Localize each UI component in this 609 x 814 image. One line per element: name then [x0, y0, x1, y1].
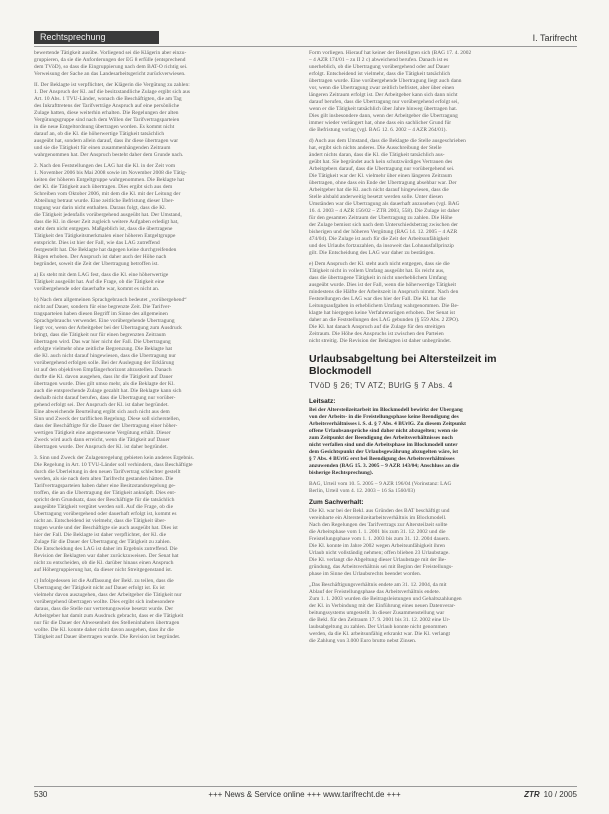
text-line: in die neue Entgeltordnung übertragen worden. Es kommt nicht	[34, 124, 175, 130]
text-line: Revision der Beklagten war daher zurückzuweisen. Der Senat hat	[34, 553, 179, 559]
text-line: anzuwenden (BAG 15. 3. 2005 – 9 AZR 143/04; Anschluss an die	[309, 463, 460, 469]
facts-heading: Zum Sachverhalt:	[309, 499, 364, 506]
text-line: und des Urlaubs fortzuzahlen, da insoweit das Lohnausfallprinzip	[309, 243, 454, 249]
text-line: ausgeübt hat, sondern allein darauf, dass ihr diese übertragen war	[34, 138, 179, 144]
text-line: längeren Zeitraum erfolgt ist. Der Arbeitgeber kann sich dann nicht	[309, 92, 458, 98]
text-line: Berlin, Urteil vom 4. 12. 2003 – 16 Sa 1560/03)	[309, 488, 415, 494]
text-line: vorübergehend erfolgen solle. Bei der Auslegung der Erklärung	[34, 360, 175, 366]
text-line: übertragen, ohne dass ein Ende der Übertragung absehbar war. Der	[309, 180, 457, 186]
text-line: die Tätigkeit jedenfalls vorübergehend ausgeübt hat. Der Umstand,	[34, 212, 182, 218]
text-line: Die Kl. hat danach Anspruch auf die Zulage für den streitigen	[309, 324, 446, 330]
paragraph	[34, 455, 304, 574]
text-line: troffen, die an die Übertragung der Tätigkeit anknüpft. Dies ent-	[34, 490, 176, 496]
text-line: übertragen wird. Das war hier nicht der Fall. Die Übertragung	[34, 339, 171, 345]
statute-reference: TVöD § 26; TV ATZ; BUrlG § 7 Abs. 4	[309, 381, 453, 390]
text-line: Art. 10 Abs. 1 TVÜ-Länder, wonach die Beschäftigten, die am Tag	[34, 96, 182, 102]
text-line: Arbeitgeber hat die Kl. auch nicht darauf hingewiesen, dass die	[309, 187, 449, 193]
text-line: Die Kl. verlangt die Abgeltung dieser Urlaubstage mit der Be-	[309, 557, 447, 563]
section-title-line: Blockmodell	[309, 365, 372, 377]
text-line: klagte hat hiergegen keine Verfahrensrügen erhoben. Der Senat ist	[309, 310, 455, 316]
text-line: übertragen wurde. Der Anspruch der Kl. ist daher begründet.	[34, 444, 168, 450]
text-line: festgestellt hat. Die Beklagte hat dagegen keine durchgreifenden	[34, 247, 177, 253]
text-line: gruppieren, da sie die Anforderungen der EG 8 erfülle (entsprechend	[34, 57, 186, 63]
text-line: Schreiben vom Oktober 2006, mit dem die Kl. mit der Leitung der	[34, 191, 181, 197]
text-line: – 4 AZR 174/01 – zu II 2 c) abweichend berufen. Danach ist es	[309, 57, 449, 63]
text-line: Sprachgebrauchs verwendet. Eine vorübergehende Übertragung	[34, 318, 175, 324]
text-line: laubsabgeltung zu zahlen. Der Urlaub konnte nicht genommen	[309, 624, 447, 630]
text-line: II. Der Beklagte ist verpflichtet, der Klägerin die Vergütung zu zahlen:	[34, 82, 190, 88]
text-line: gehend erfolgt sei. Der Anspruch der Kl. ist daher begründet.	[34, 402, 169, 408]
text-line: ändert nichts daran, dass die Kl. die Tätigkeit tatsächlich aus-	[309, 152, 445, 158]
text-line: nicht streitig. Die Revision der Beklagten ist daher unbegründet.	[309, 338, 452, 344]
text-line: die Zahlung von 3.000 Euro brutto nebst Zinsen.	[309, 638, 417, 644]
section-label: I. Tarifrecht	[532, 33, 577, 43]
text-line: Abteilung betraut wurde. Eine zeitliche Befristung dieser Über-	[34, 198, 175, 204]
footer-rule	[34, 786, 577, 787]
text-line: tragung war darin nicht enthalten. Daraus folgt, dass die Kl.	[34, 205, 167, 211]
text-line: gilt. Die Entscheidung des LAG war daher zu bestätigen.	[309, 250, 435, 256]
text-line: ausgeübte Tätigkeit vergütet werden soll. Auf die Frage, ob die	[34, 504, 174, 510]
text-line: Tätigkeit ausgeübt hat. Auf die Frage, ob die Tätigkeit eine	[34, 279, 165, 285]
text-line: gründung, das Arbeitsverhältnis sei mit Beginn der Freistellungs-	[309, 564, 453, 570]
text-line: steht dem nicht entgegen. Maßgeblich ist, dass die übertragene	[34, 226, 173, 232]
page-number: 530	[34, 790, 48, 799]
guiding-principle-heading: Leitsatz:	[309, 398, 336, 405]
text-line: 1. November 2006 bis Mai 2008 sowie im November 2008 die Tätig-	[34, 170, 187, 176]
paragraph	[34, 297, 304, 451]
text-line: bisherige Rechtsprechung).	[309, 470, 374, 476]
text-line: Übertragung der Tätigkeit nicht auf Dauer erfolgt ist. Es ist	[34, 585, 165, 591]
text-line: Vergütungsgruppe sind nach dem Willen der Tarifvertragsparteien	[34, 117, 180, 123]
text-line: unerheblich, ob die Übertragung vorübergehend oder auf Dauer	[309, 64, 450, 70]
text-line: phase im Sinne des Urlaubsrechts beendet worden.	[309, 571, 422, 577]
text-line: die Kl. auch nicht darauf hingewiesen, dass die Übertragung nur	[34, 353, 176, 359]
text-line: tragsparteien haben diesen Begriff im Sinne des allgemeinen	[34, 311, 168, 317]
text-line: Zeitraum. Die Höhe des Anspruchs ist zwischen den Parteien	[309, 331, 444, 337]
text-line: Arbeitsverhältnisses i. S. d. § 7 Abs. 4 BUrlG. Zu diesem Zeitpunkt	[309, 421, 467, 427]
text-line: spricht dem Grundsatz, dass der Beschäftigte für die tatsächlich	[34, 497, 175, 503]
court-citation	[309, 481, 579, 495]
text-line: 3. Sinn und Zweck der Zulagenregelung gebieten kein anderes Ergebnis.	[34, 455, 195, 461]
text-line: darauf an, ob die Kl. die höherwertige Tätigkeit tatsächlich	[34, 131, 165, 137]
text-line: wahrgenommen hat. Der Anspruch besteht daher dem Grunde nach.	[34, 152, 184, 158]
text-line: darauf berufen, dass die Übertragung nur vorübergehend erfolgt sei,	[309, 99, 459, 105]
text-line: immer wieder verlängert hat, ohne dass ein sachlicher Grund für	[309, 120, 452, 126]
text-line: auch die entsprechende Zulage gezahlt hat. Die Beklagte kann sich	[34, 388, 182, 394]
text-line: offene Urlaubsansprüche sind daher nicht abzugelten; wenn sie	[309, 428, 458, 434]
text-line: nicht an. Entscheidend ist vielmehr, dass die Tätigkeit über-	[34, 518, 166, 524]
text-line: nicht zu entscheiden, ob die Kl. darüber hinaus einen Anspruch	[34, 560, 174, 566]
text-line: von der Arbeits- in die Freistellungsphase keine Beendigung des	[309, 414, 459, 420]
paragraph	[309, 138, 579, 257]
text-line: Tätigkeit auf Dauer übertragen wurde. Die Revision ist begründet.	[34, 634, 181, 640]
text-line: b) Nach dem allgemeinen Sprachgebrauch bedeutet „vorübergehend“	[34, 297, 187, 303]
text-line: Die Entscheidung des LAG ist daher im Ergebnis zutreffend. Die	[34, 546, 178, 552]
footer-promo: +++ News & Service online +++ www.tarifrecht.de +++	[208, 790, 401, 799]
text-line: 16. 4. 2003 – 4 AZR 156/02 – ZTR 2003, 558). Die Zulage ist daher	[309, 208, 460, 214]
text-line: die Arbeitsphase vom 1. 1. 2001 bis zum 31. 12. 2002 und die	[309, 529, 446, 535]
text-line: e) Dem Anspruch der Kl. steht auch nicht entgegen, dass sie die	[309, 261, 450, 267]
text-line: Arbeitgeber hat damit zum Ausdruck gebracht, dass er die Tätigkeit	[34, 613, 184, 619]
text-line: bisherigen und der höheren Vergütung (BAG 14. 12. 2005 – 4 AZR	[309, 229, 458, 235]
text-line: die Befristung vorlag (vgl. BAG 12. 6. 2002 – 4 AZR 264/01).	[309, 127, 447, 133]
text-line: Leitungsaufgaben in erheblichem Umfang wahrgenommen. Die Be-	[309, 303, 459, 309]
text-line: hier der Fall. Die Beklagte ist daher verpflichtet, der Kl. die	[34, 532, 167, 538]
facts-continuation	[309, 582, 579, 645]
text-line: dass die Kl. in dieser Zeit zugleich weitere Aufgaben erledigt hat,	[34, 219, 179, 225]
text-line: Bei der Altersteilzeitarbeit im Blockmodell bewirkt der Übergang	[309, 407, 463, 413]
text-line: Tätigkeit nicht in vollem Umfang ausgeübt hat. Es reicht aus,	[309, 268, 445, 274]
text-line: erfolgte vielmehr ohne zeitliche Begrenzung. Die Beklagte hat	[34, 346, 173, 352]
text-line: bringt, dass die Tätigkeit nur für einen begrenzten Zeitraum	[34, 332, 166, 338]
text-line: und sie die Tätigkeit für einen zusammenhängenden Zeitraum	[34, 145, 171, 151]
journal-logo: ZTR	[524, 790, 540, 799]
text-line: beitungssystems umgestellt. In dieser Zusammenstellung war	[309, 610, 445, 616]
text-line: Nach den Regelungen des Tarifvertrags zur Altersteilzeit sollte	[309, 522, 448, 528]
text-line: übertragen wurde. Eine vorübergehende Übertragung liegt auch dann	[309, 78, 462, 84]
paragraph	[309, 50, 579, 134]
facts-text	[309, 508, 579, 578]
text-line: nicht auf Dauer, sondern für eine begrenzte Zeit. Die Tarifver-	[34, 304, 172, 310]
text-line: erfolgt. Entscheidend ist vielmehr, dass die Tätigkeit tatsächlich	[309, 71, 451, 77]
text-line: Zulage hatten, diese weiterhin erhalten. Die Regelungen der alten	[34, 110, 179, 116]
text-line: Die Kl. war bei der Bekl. aus Gründen des BAT beschäftigt und	[309, 508, 450, 514]
text-line: Tarifvertragsparteien haben daher eine Besitzstandsregelung ge-	[34, 483, 176, 489]
text-line: zum Zeitpunkt der Beendigung des Arbeitsverhältnisses noch	[309, 435, 453, 441]
text-line: nicht verfallen sind und die Arbeitsphase im Blockmodell unter	[309, 442, 458, 448]
text-line: hat, ergibt sich nichts anderes. Die Ausschreibung der Stelle	[309, 145, 442, 151]
issue-number: 10 / 2005	[543, 790, 577, 799]
right-column	[309, 50, 579, 775]
text-line: werden, als sie nach dem alten Tarifrecht gestanden hätten. Die	[34, 476, 174, 482]
text-line: 1. Der Anspruch der Kl. auf die besitzstandliche Zulage ergibt sich aus	[34, 89, 190, 95]
text-line: daher an die Feststellungen des LAG gebunden (§ 559 Abs. 2 ZPO).	[309, 317, 460, 323]
paragraph	[34, 50, 304, 78]
text-line: Eine abweichende Beurteilung ergibt sich auch nicht aus dem	[34, 409, 170, 415]
paragraph	[34, 82, 304, 159]
text-line: nur für die Dauer der Abwesenheit des Stelleninhabers übertragen	[34, 620, 180, 626]
text-line: 474/04). Die Zulage ist auch für die Zeit der Arbeitsunfähigkeit	[309, 236, 450, 242]
text-line: wollte. Die Kl. konnte daher nicht davon ausgehen, dass ihr die	[34, 627, 174, 633]
text-line: Die Tätigkeit war der Kl. vielmehr über einen längeren Zeitraum	[309, 173, 452, 179]
text-line: Arbeitgebers darauf, dass die Übertragung nur vorübergehend sei.	[309, 166, 455, 172]
rubric-label: Rechtsprechung	[34, 31, 159, 44]
text-line: dass der Beschäftigte für die Dauer der Übertragung einer höher-	[34, 423, 178, 429]
text-line: die Bekl. für den Zeitraum 17. 9. 2001 bis 31. 12. 2002 eine Ur-	[309, 617, 451, 623]
text-line: Stelle alsbald anderweitig besetzt werden solle. Unter diesen	[309, 194, 443, 200]
text-line: Rügen erhoben. Der Anspruch ist daher auch der Höhe nach	[34, 254, 167, 260]
text-line: ausgeübt wurde. Dies ist der Fall, wenn die höherwertige Tätigkeit	[309, 282, 457, 288]
text-line: „Das Beschäftigungsverhältnis endete am 31. 12. 2004, da mit	[309, 582, 447, 588]
text-line: Verweisung der Sache an das Landesarbeitsgericht zurückverwiesen.	[34, 71, 186, 77]
text-line: entspricht. Dies ist hier der Fall, wie das LAG zutreffend	[34, 240, 160, 246]
text-line: tragen wurde und der Beschäftigte sie auch ausgeübt hat. Dies ist	[34, 525, 178, 531]
text-line: d) Auch aus dem Umstand, dass die Beklagte die Stelle ausgeschrieben	[309, 138, 466, 144]
text-line: begründet, soweit die Zeit der Übertragung betroffen ist.	[34, 261, 159, 267]
paragraph	[34, 272, 304, 293]
text-line: ist auf den objektiven Empfängerhorizont abzustellen. Danach	[34, 367, 172, 373]
text-line: vor, wenn die Übertragung zwar zeitlich befristet, aber über einen	[309, 85, 455, 91]
text-line: Die Kl. konnte im Jahre 2002 wegen Arbeitsunfähigkeit ihren	[309, 543, 446, 549]
text-line: vereinbarte ein Altersteilzeitarbeitsverhältnis im Blockmodell.	[309, 515, 447, 521]
text-line: Übertragung vorübergehend oder dauerhaft erfolgt ist, kommt es	[34, 511, 177, 517]
text-line: vorübergehend übertragen wollte. Dies ergibt sich insbesondere	[34, 599, 175, 605]
text-line: Zweck wird auch dann erreicht, wenn die Tätigkeit auf Dauer	[34, 437, 170, 443]
left-column	[34, 50, 304, 775]
text-line: des Inkrafttretens der Tarifverträge Anspruch auf eine persönliche	[34, 103, 180, 109]
text-line: für den gesamten Zeitraum der Übertragung zu zahlen. Die Höhe	[309, 215, 453, 221]
paragraph	[309, 261, 579, 345]
text-line: Tätigkeit den Tätigkeitsmerkmalen einer höheren Entgeltgruppe	[34, 233, 176, 239]
text-line: Urlaub nicht vollständig nehmen; offen blieben 23 Urlaubstage.	[309, 550, 450, 556]
text-line: Form vorliegen. Hierauf hat keiner der Beteiligten sich (BAG 17. 4. 2002	[309, 50, 472, 56]
text-line: Feststellungen des LAG war dies hier der Fall. Die Kl. hat die	[309, 296, 446, 302]
text-line: dass die übertragene Tätigkeit in nicht unerheblichem Umfang	[309, 275, 447, 281]
journal-issue	[524, 790, 577, 799]
text-line: a) Es steht mit dem LAG fest, dass die Kl. eine höherwertige	[34, 272, 169, 278]
text-line: vorübergehende oder dauerhafte war, kommt es nicht an.	[34, 286, 160, 292]
text-line: c) Infolgedessen ist die Auffassung der Bekl. zu teilen, dass die	[34, 578, 174, 584]
text-line: dem Gesichtspunkt der Urlaubsgewährung abzugelten wäre, ist	[309, 449, 459, 455]
text-line: der Kl. die Tätigkeit auch übertragen. Dies ergibt sich aus dem	[34, 184, 173, 190]
text-line: wenn er die Tätigkeit tatsächlich über Jahre hinweg übertragen hat.	[309, 106, 458, 112]
text-line: werden, da die Kl. arbeitsunfähig erkrankt war. Die Kl. verlangt	[309, 631, 451, 637]
text-line: Zum 1. 1. 2003 wurden die Beitragsleistungen und Gehaltszahlungen	[309, 596, 462, 602]
text-line: wertigen Tätigkeit eine angemessene Vergütung erhält. Dieser	[34, 430, 171, 436]
text-line: auf Höhergruppierung hat, da dieser nicht Streitgegenstand ist.	[34, 567, 173, 573]
text-line: der Kl. in Verbindung mit der Einführung eines neuen Datenverar-	[309, 603, 456, 609]
text-line: keiten der höheren Entgeltgruppe wahrgenommen. Die Beklagte hat	[34, 177, 185, 183]
text-line: BAG, Urteil vom 10. 5. 2005 – 9 AZR 196/04 (Vorinstanz: LAG	[309, 481, 452, 487]
text-line: durch die Überleitung in den neuen Tarifvertrag schlechter gestellt	[34, 469, 181, 475]
text-line: § 7 Abs. 4 BUrlG erst bei Beendigung des Arbeitsverhältnisses	[309, 456, 455, 462]
text-line: der Zulage bemisst sich nach dem Unterschiedsbetrag zwischen der	[309, 222, 458, 228]
text-line: durfte die Kl. davon ausgehen, dass ihr die Tätigkeit auf Dauer	[34, 374, 173, 380]
text-line: Freistellungsphase vom 1. 1. 2003 bis zum 31. 12. 2004 dauern.	[309, 536, 450, 542]
text-line: daraus, dass die Stelle nur vertretungsweise besetzt wurde. Der	[34, 606, 174, 612]
right-column-continuation	[309, 50, 579, 345]
paragraph	[34, 578, 304, 641]
text-line: geübt hat. Sie begründet auch kein schutzwürdiges Vertrauen des	[309, 159, 453, 165]
paragraph	[34, 163, 304, 268]
text-line: deshalb nicht darauf berufen, dass die Übertragung nur vorüber-	[34, 395, 176, 401]
text-line: mindestens die Hälfte der Arbeitszeit in Anspruch nimmt. Nach den	[309, 289, 459, 295]
text-line: Zulage für die Dauer der Übertragung der Tätigkeit zu zahlen.	[34, 539, 172, 545]
text-line: liegt vor, wenn der Arbeitgeber bei der Übertragung zum Ausdruck	[34, 325, 182, 331]
text-line: dem TVöD), so dass die Eingruppierung nach dem BAT-O richtig sei.	[34, 64, 188, 70]
text-line: Sinn und Zweck der tariflichen Regelung. Diese soll sicherstellen,	[34, 416, 181, 422]
text-line: vielmehr davon auszugehen, dass der Arbeitgeber die Tätigkeit nur	[34, 592, 182, 598]
section-title-line: Urlaubsabgeltung bei Altersteilzeit im	[309, 353, 497, 365]
header-rule	[34, 46, 577, 47]
text-line: Die Regelung in Art. 10 TVÜ-Länder soll verhindern, dass Beschäftigte	[34, 462, 193, 468]
guiding-principle-text	[309, 407, 579, 477]
text-line: bewertende Tätigkeit ausübe. Vorliegend sei die Klägerin aber einzu-	[34, 50, 187, 56]
text-line: 2. Nach den Feststellungen des LAG hat die Kl. in der Zeit vom	[34, 163, 176, 169]
section-title	[309, 353, 579, 377]
text-line: übertragen wurde. Dies gilt umso mehr, als die Beklagte der Kl.	[34, 381, 175, 387]
text-line: Dies gilt insbesondere dann, wenn der Arbeitgeber die Übertragung	[309, 113, 458, 119]
text-line: Ablauf der Freistellungsphase das Arbeitsverhältnis endete.	[309, 589, 441, 595]
text-line: Umständen war die Übertragung als dauerhaft anzusehen (vgl. BAG	[309, 201, 460, 207]
